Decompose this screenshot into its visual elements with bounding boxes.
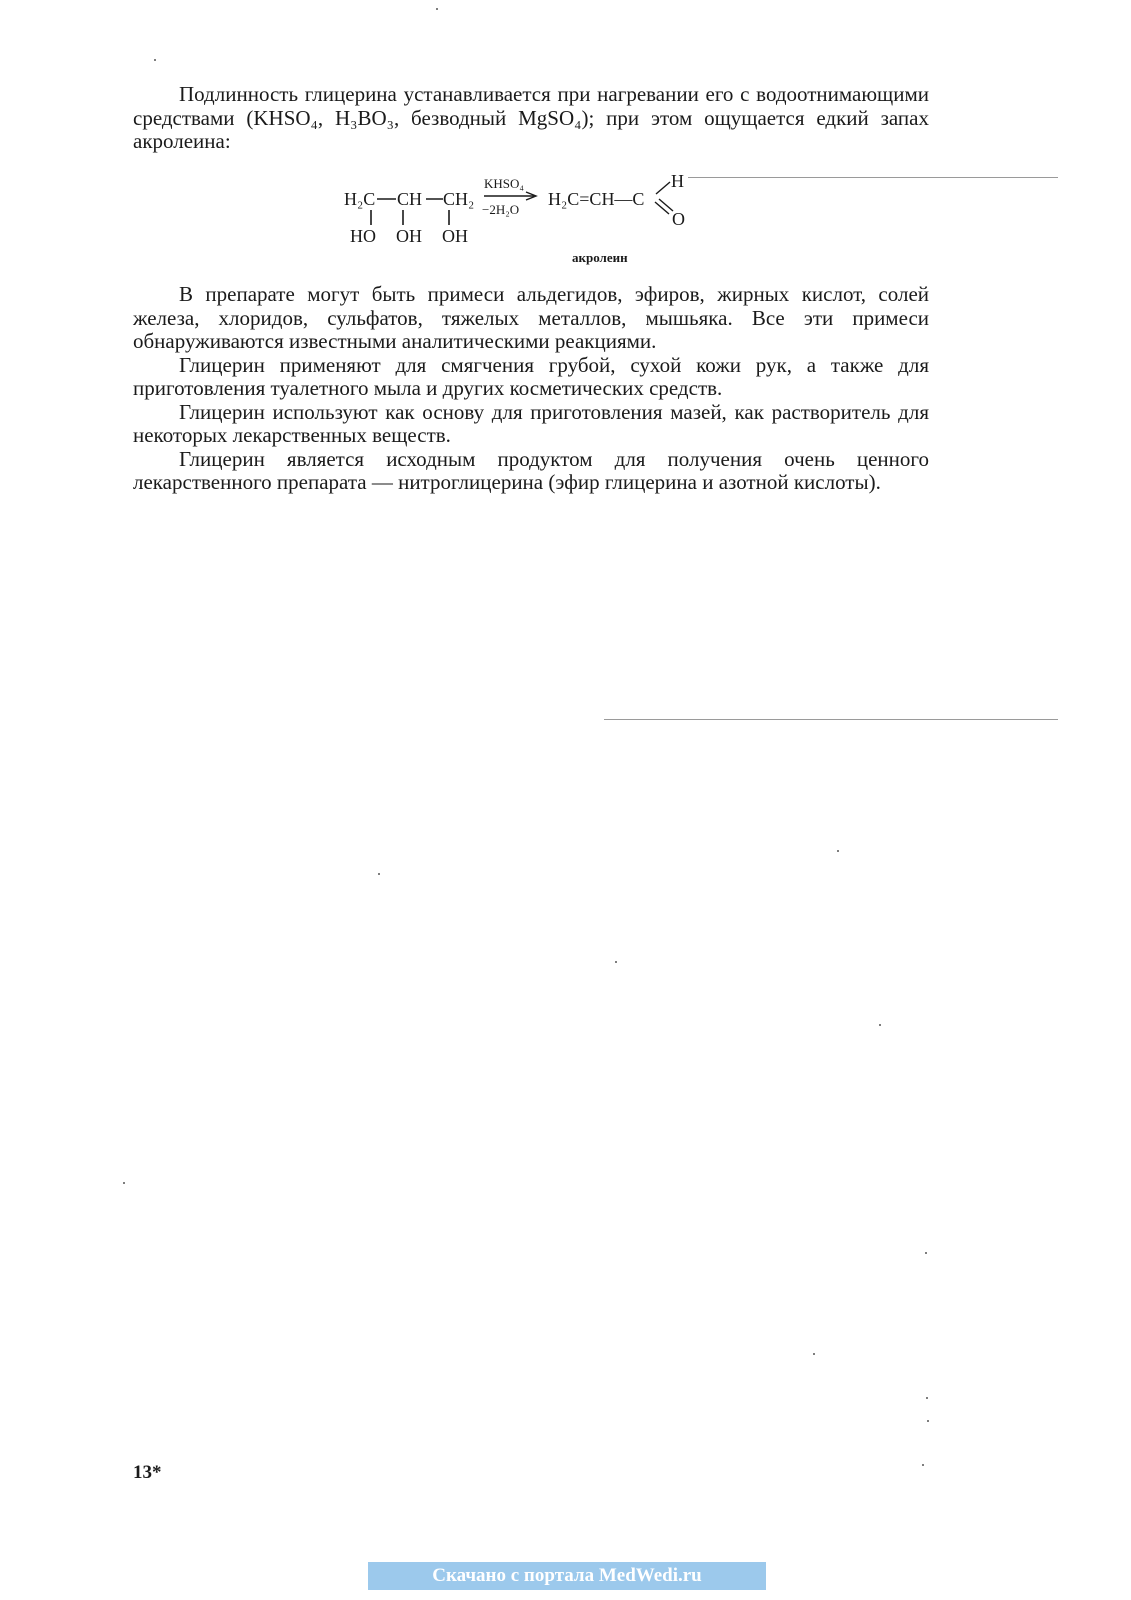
bond-c-o-2 xyxy=(659,199,673,211)
product-h-atom: H xyxy=(671,171,684,191)
scan-speck xyxy=(378,873,380,875)
reactant-c2: CH xyxy=(397,189,423,209)
impurities-paragraph: В препарате могут быть примеси альдегидов, эфиров, жирных кислот, солей железа, хлоридов, сульфатов, тяжелых металлов, мышьяка. Все эти примеси обнаруживаются известными аналитическими реакциями. xyxy=(133,282,929,353)
bond-c-h xyxy=(656,182,670,194)
nitroglycerin-paragraph: Глицерин является исходным продуктом для получения очень ценного лекарственного препарата — нитроглицерина (эфир глицерина и азотной кислоты). xyxy=(133,446,929,494)
usage-skin-paragraph: Глицерин применяют для смягчения грубой, сухой кожи рук, а также для приготовления туалетного мыла и других косметических средств. xyxy=(133,352,929,400)
scan-rule-top xyxy=(688,177,1058,178)
bond-c-o-1 xyxy=(655,202,669,214)
reactant-c1: H₂C xyxy=(344,189,376,209)
scan-speck xyxy=(123,1182,125,1184)
scan-speck xyxy=(922,1464,924,1466)
scan-speck xyxy=(154,59,156,61)
scan-speck xyxy=(813,1353,815,1355)
usage-ointment-paragraph: Глицерин используют как основу для приготовления мазей, как растворитель для некоторых лекарственных веществ. xyxy=(133,399,929,447)
reagent-below: −2H₂O xyxy=(482,202,520,217)
reagent-above: KHSO₄ xyxy=(484,176,524,191)
scan-speck xyxy=(837,850,839,852)
intro-paragraph: Подлинность глицерина устанавливается при нагревании его с водоотнимающими средствами (KHSO₄, H₃BO₃, безводный MgSO₄); при этом ощущается едкий запах акролеина: xyxy=(133,82,929,153)
reactant-oh1: HO xyxy=(350,226,376,246)
acrolein-reaction-scheme xyxy=(344,171,730,272)
scan-rule-middle xyxy=(604,719,1058,720)
reactant-c3: CH₂ xyxy=(443,189,475,209)
body-paragraphs xyxy=(133,283,929,495)
reactant-oh2: OH xyxy=(396,226,422,246)
intro-paragraph-block xyxy=(133,83,929,154)
page-number: 13* xyxy=(133,1462,162,1483)
scan-speck xyxy=(927,1420,929,1422)
scan-speck xyxy=(615,961,617,963)
scan-speck xyxy=(879,1024,881,1026)
scan-speck xyxy=(925,1252,927,1254)
product-chain: H₂C=CH—C xyxy=(548,189,645,209)
product-caption: акролеин xyxy=(572,250,628,265)
download-banner[interactable]: Скачано с портала MedWedi.ru xyxy=(368,1562,766,1590)
reactant-oh3: OH xyxy=(442,226,468,246)
product-o-atom: O xyxy=(672,209,685,229)
scan-speck xyxy=(926,1397,928,1399)
scan-speck xyxy=(436,8,438,10)
